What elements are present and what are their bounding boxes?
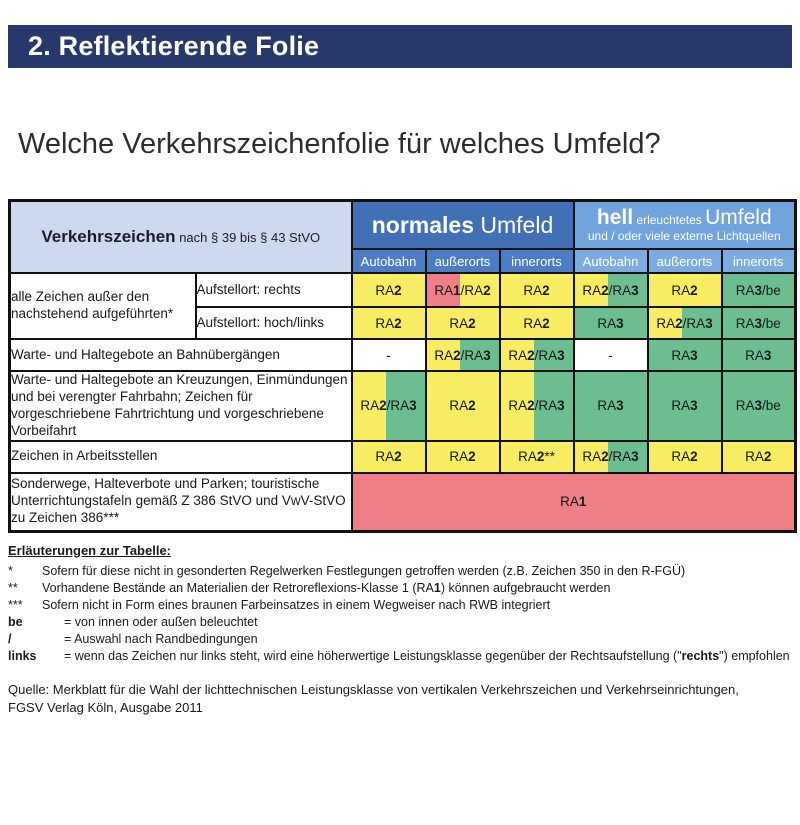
ra-cell: RA2 (352, 273, 426, 307)
row-sublabel-aufstellort-hoch-links: Aufstellort: hoch/links (196, 307, 352, 339)
ra-cell: RA1/RA2 (426, 273, 500, 307)
ra-cell: RA2 (500, 273, 574, 307)
source-line1: Quelle: Merkblatt für die Wahl der lichttechnischen Leistungsklasse von vertikalen Verkehrszeichen und Verkehrseinrichtungen, (8, 681, 739, 697)
col-header-innerorts-normal: innerorts (500, 249, 574, 273)
col-header-autobahn-normal: Autobahn (352, 249, 426, 273)
col-header-ausserorts-hell: außerorts (648, 249, 722, 273)
row-label-alle-zeichen: alle Zeichen außer den nachstehend aufgeführten* (10, 273, 196, 339)
corner-header-rest: nach § 39 bis § 43 StVO (175, 230, 321, 245)
ra-cell: - (574, 339, 648, 371)
footnote-marker: ** (8, 580, 18, 595)
row-label-bahnuebergaenge: Warte- und Haltegebote an Bahnübergängen (10, 339, 352, 371)
group-normal-rest: Umfeld (474, 211, 554, 238)
footnote-text: Sofern für diese nicht in gesonderten Regelwerken Festlegungen getroffen werden (z.B. Zeichen 350 in den R-FGÜ) (42, 563, 686, 578)
ra-cell: RA2/RA3 (500, 371, 574, 441)
ra-cell: RA3 (722, 339, 796, 371)
ra-cell: RA3 (648, 339, 722, 371)
footnote-text: = von innen oder außen beleuchtet (64, 614, 258, 629)
page-subtitle: Welche Verkehrszeichenfolie für welches Umfeld? (18, 128, 661, 160)
table-row (10, 339, 796, 371)
ra-cell: RA2 (352, 441, 426, 473)
footnote-marker: links (8, 648, 37, 663)
group-hell-line2: und / oder viele externe Lichtquellen (587, 229, 781, 244)
slide-title-bar (8, 25, 792, 68)
ra-cell: RA2/RA3 (574, 441, 648, 473)
footnote-marker: *** (8, 597, 23, 612)
ra-cell: RA3 (574, 371, 648, 441)
ra-cell: RA3 (648, 371, 722, 441)
table-row (10, 473, 796, 532)
group-header-hell-umfeld (574, 201, 796, 250)
footnote-item (8, 563, 800, 580)
footnote-item (8, 614, 800, 631)
group-header-normales-umfeld (352, 201, 574, 250)
col-header-innerorts-hell: innerorts (722, 249, 796, 273)
row-label-arbeitsstellen: Zeichen in Arbeitsstellen (10, 441, 352, 473)
source-citation (8, 681, 800, 717)
group-hell-big: Umfeld (705, 206, 772, 230)
col-header-ausserorts-normal: außerorts (426, 249, 500, 273)
ra-cell: RA3 (574, 307, 648, 339)
ra-cell: RA2/RA3 (574, 273, 648, 307)
footnotes-section (8, 542, 800, 665)
footnotes-heading: Erläuterungen zur Tabelle: (8, 542, 172, 558)
slide-title: 2. Reflektierende Folie (28, 31, 320, 61)
corner-header-bold: Verkehrszeichen (41, 227, 176, 246)
footnote-marker: be (8, 614, 23, 629)
footnote-item (8, 580, 800, 597)
ra-cell: RA3/be (722, 307, 796, 339)
table-row (10, 371, 796, 441)
ra-cell: - (352, 339, 426, 371)
group-normal-bold: normales (371, 211, 474, 238)
ra-cell: RA2 (648, 273, 722, 307)
table-row (10, 273, 796, 307)
ra-cell: RA2 (648, 441, 722, 473)
col-header-autobahn-hell: Autobahn (574, 249, 648, 273)
ra-cell: RA2 (426, 441, 500, 473)
row-label-sonderwege: Sonderwege, Halteverbote und Parken; touristische Unterrichtungstafeln gemäß Z 386 StVO und VwV-StVO zu Zeichen 386*** (10, 473, 352, 532)
footnote-text: = Auswahl nach Randbedingungen (64, 631, 258, 646)
corner-header-verkehrszeichen (10, 201, 352, 274)
ra-cell: RA2/RA3 (500, 339, 574, 371)
footnote-text: = wenn das Zeichen nur links steht, wird eine höherwertige Leistungsklasse gegenüber der Rechtsaufstellung ("rechts") empfohlen (64, 648, 790, 663)
ra-cell: RA2 (352, 307, 426, 339)
ra-cell: RA2/RA3 (426, 339, 500, 371)
folie-umfeld-table (8, 199, 797, 533)
footnote-item (8, 597, 800, 614)
ra-cell: RA2 (500, 307, 574, 339)
group-hell-small: erleuchtetes (633, 213, 706, 228)
row-sublabel-aufstellort-rechts: Aufstellort: rechts (196, 273, 352, 307)
ra-cell: RA2 (426, 371, 500, 441)
footnote-item (8, 631, 800, 648)
ra-cell: RA3/be (722, 273, 796, 307)
table-row (10, 441, 796, 473)
group-hell-line1 (575, 206, 795, 230)
footnote-marker: * (8, 563, 13, 578)
ra-cell: RA2 (722, 441, 796, 473)
footnote-text: Vorhandene Bestände an Materialien der Retroreflexions-Klasse 1 (RA1) können aufgebraucht werden (42, 580, 611, 595)
ra-cell: RA2/RA3 (648, 307, 722, 339)
ra-cell: RA2/RA3 (352, 371, 426, 441)
footnote-text: Sofern nicht in Form eines braunen Farbeinsatzes in einem Wegweiser nach RWB integriert (42, 597, 551, 612)
group-hell-bold: hell (596, 206, 634, 230)
ra-cell: RA2 (426, 307, 500, 339)
ra1-span-cell: RA1 (352, 473, 796, 532)
footnote-marker: / (8, 631, 12, 646)
source-line2: FGSV Verlag Köln, Ausgabe 2011 (8, 699, 203, 715)
ra-cell: RA3/be (722, 371, 796, 441)
row-label-kreuzungen: Warte- und Haltegebote an Kreuzungen, Einmündungen und bei verengter Fahrbahn; Zeichen für vorgeschriebene Fahrtrichtung und vorgeschriebene Vorbeifahrt (10, 371, 352, 441)
footnote-item (8, 648, 800, 665)
ra-cell: RA2** (500, 441, 574, 473)
